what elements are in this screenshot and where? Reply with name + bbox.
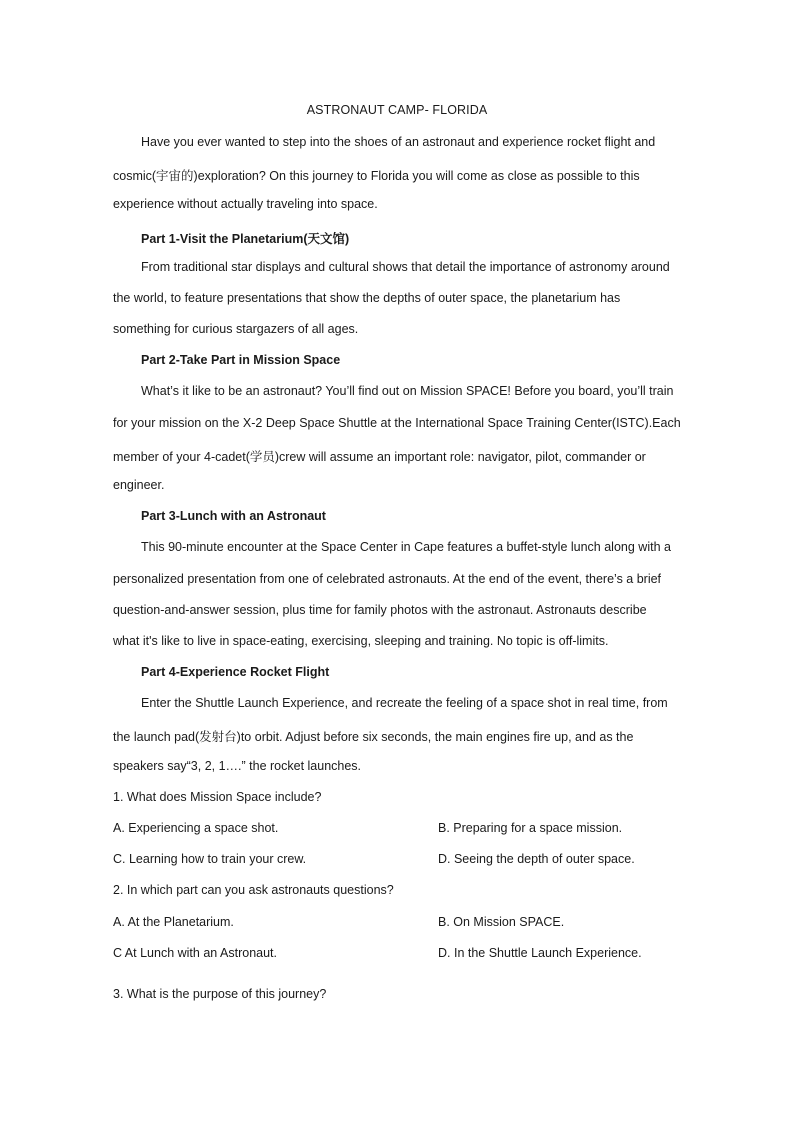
part-1-text-line: the world, to feature presentations that show the depths of outer space, the planetarium has	[113, 291, 621, 305]
question-2-stem: 2. In which part can you ask astronauts questions?	[113, 883, 394, 897]
question-2-option-b: B. On Mission SPACE.	[438, 915, 565, 929]
question-3-stem: 3. What is the purpose of this journey?	[113, 987, 327, 1001]
question-1-option-c: C. Learning how to train your crew.	[113, 852, 307, 866]
question-2-option-c: C At Lunch with an Astronaut.	[113, 946, 277, 960]
question-1-stem: 1. What does Mission Space include?	[113, 790, 322, 804]
part-3-text-line: what it's like to live in space-eating, exercising, sleeping and training. No topic is off-limits.	[113, 634, 609, 648]
part-4-text-line: the launch pad(发射台)to orbit. Adjust before six seconds, the main engines fire up, and as the	[113, 730, 634, 744]
question-1-option-d: D. Seeing the depth of outer space.	[438, 852, 635, 866]
question-1-option-b: B. Preparing for a space mission.	[438, 821, 623, 835]
intro-line: experience without actually traveling into space.	[113, 197, 378, 211]
question-2-option-d: D. In the Shuttle Launch Experience.	[438, 946, 642, 960]
part-2-text-line: member of your 4-cadet(学员)crew will assume an important role: navigator, pilot, commander or	[113, 450, 646, 464]
question-1-option-a: A. Experiencing a space shot.	[113, 821, 279, 835]
part-2-text-line: engineer.	[113, 478, 165, 492]
part-2-text-line: for your mission on the X-2 Deep Space Shuttle at the International Space Training Center(ISTC).Each	[113, 416, 681, 430]
part-3-text-line: This 90-minute encounter at the Space Center in Cape features a buffet-style lunch along with a	[141, 540, 671, 554]
part-1-text-line: something for curious stargazers of all ages.	[113, 322, 359, 336]
part-3-text-line: question-and-answer session, plus time for family photos with the astronaut. Astronauts describe	[113, 603, 647, 617]
part-3-text-line: personalized presentation from one of celebrated astronauts. At the end of the event, there’s a brief	[113, 572, 662, 586]
part-1-text-line: From traditional star displays and cultural shows that detail the importance of astronomy around	[141, 260, 670, 274]
part-4-text-line: Enter the Shuttle Launch Experience, and recreate the feeling of a space shot in real time, from	[141, 696, 668, 710]
intro-line: Have you ever wanted to step into the shoes of an astronaut and experience rocket flight and	[141, 135, 656, 149]
part-2-heading: Part 2-Take Part in Mission Space	[141, 353, 341, 367]
part-3-heading: Part 3-Lunch with an Astronaut	[141, 509, 326, 523]
part-4-text-line: speakers say“3, 2, 1….” the rocket launches.	[113, 759, 362, 773]
document-title: ASTRONAUT CAMP- FLORIDA	[306, 103, 488, 117]
part-1-heading: Part 1-Visit the Planetarium(天文馆)	[141, 232, 350, 246]
part-2-text-line: What’s it like to be an astronaut? You’ll find out on Mission SPACE! Before you board, you’ll train	[141, 384, 674, 398]
intro-line: cosmic(宇宙的)exploration? On this journey to Florida you will come as close as possible to this	[113, 169, 640, 183]
question-2-option-a: A. At the Planetarium.	[113, 915, 234, 929]
part-4-heading: Part 4-Experience Rocket Flight	[141, 665, 330, 679]
